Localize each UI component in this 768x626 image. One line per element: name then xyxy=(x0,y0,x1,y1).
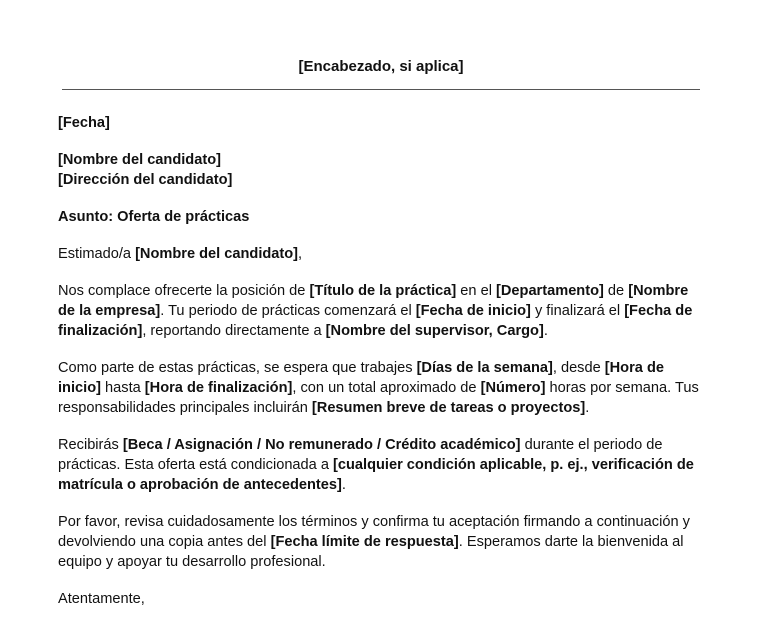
p1-text-5: y finalizará el xyxy=(530,303,625,319)
p3-text-3: . xyxy=(341,477,346,493)
p3-text-1: Recibirás xyxy=(58,437,123,453)
p4-bold-deadline: [Fecha límite de respuesta] xyxy=(270,534,459,550)
subject: Asunto: Oferta de prácticas xyxy=(58,209,250,225)
p1-text-6: , reportando directamente a xyxy=(142,323,326,339)
greeting-name: [Nombre del candidato] xyxy=(135,246,299,262)
p2-text-2: , desde xyxy=(552,360,605,376)
p1-bold-title: [Título de la práctica] xyxy=(309,283,457,299)
p1-bold-department: [Departamento] xyxy=(496,283,604,299)
p1-text-3: de xyxy=(603,283,629,299)
date-line xyxy=(58,113,708,133)
p1-bold-end-date: [Fecha de finalización] xyxy=(58,303,693,339)
p3-bold-compensation: [Beca / Asignación / No remunerado / Crédito académico] xyxy=(122,437,521,453)
closing-line xyxy=(58,589,708,609)
document-header: [Encabezado, si aplica] xyxy=(298,58,464,75)
candidate-address: [Dirección del candidato] xyxy=(58,172,233,188)
candidate-name: [Nombre del candidato] xyxy=(58,152,221,168)
p2-text-3: hasta xyxy=(100,380,145,396)
greeting-prefix: Estimado/a xyxy=(58,246,136,262)
p1-bold-supervisor: [Nombre del supervisor, Cargo] xyxy=(325,323,544,339)
p1-text-2: en el xyxy=(456,283,497,299)
p4-text-2: . Esperamos darte la bienvenida al equipo y apoyar tu desarrollo profesional. xyxy=(58,534,684,570)
p2-text-5: horas por semana. Tus responsabilidades principales incluirán xyxy=(58,380,699,416)
paragraph-acceptance xyxy=(58,512,708,572)
p2-bold-tasks: [Resumen breve de tareas o proyectos] xyxy=(311,400,586,416)
header-divider xyxy=(62,89,700,90)
p2-bold-start-time: [Hora de inicio] xyxy=(58,360,664,396)
greeting-line xyxy=(58,244,708,264)
p2-bold-end-time: [Hora de finalización] xyxy=(144,380,293,396)
p4-text-1: Por favor, revisa cuidadosamente los términos y confirma tu aceptación firmando a continuación y devolviendo una copia antes del xyxy=(58,514,690,550)
paragraph-compensation xyxy=(58,435,708,495)
p3-bold-conditions: [cualquier condición aplicable, p. ej., verificación de matrícula o aprobación de antecedentes] xyxy=(58,457,694,493)
p2-bold-days: [Días de la semana] xyxy=(416,360,553,376)
p3-text-2: durante el periodo de prácticas. Esta oferta está condicionada a xyxy=(58,437,663,473)
p1-text-4: . Tu periodo de prácticas comenzará el xyxy=(160,303,416,319)
p1-text-7: . xyxy=(543,323,548,339)
candidate-block xyxy=(58,150,708,190)
p2-text-1: Como parte de estas prácticas, se espera que trabajes xyxy=(58,360,417,376)
paragraph-schedule xyxy=(58,358,708,418)
p1-text-1: Nos complace ofrecerte la posición de xyxy=(58,283,310,299)
p2-bold-number: [Número] xyxy=(480,380,546,396)
letter-body xyxy=(58,113,708,626)
paragraph-position xyxy=(58,281,708,341)
p1-bold-company: [Nombre de la empresa] xyxy=(58,283,689,319)
p2-text-6: . xyxy=(585,400,590,416)
date-placeholder: [Fecha] xyxy=(58,115,110,131)
closing: Atentamente, xyxy=(58,591,145,607)
greeting-suffix: , xyxy=(298,246,303,262)
p1-bold-start-date: [Fecha de inicio] xyxy=(415,303,531,319)
p2-text-4: , con un total aproximado de xyxy=(292,380,481,396)
subject-line xyxy=(58,207,708,227)
